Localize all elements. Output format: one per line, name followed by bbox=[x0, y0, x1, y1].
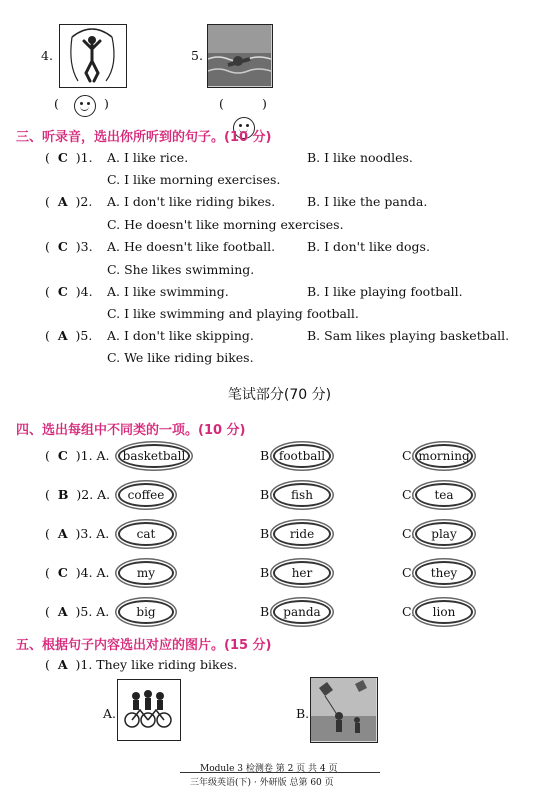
swimming-picture bbox=[207, 24, 273, 88]
item-number-4: 4. bbox=[41, 48, 53, 63]
question-row: ( A )2. bbox=[45, 194, 93, 209]
option-b: B. I like the panda. bbox=[307, 194, 428, 209]
word-option-a: big bbox=[118, 600, 174, 624]
question-number: )5. bbox=[75, 328, 93, 343]
option-label-c: C. bbox=[402, 526, 416, 541]
option-b: B. Sam likes playing basketball. bbox=[307, 328, 510, 343]
question-number: )3. bbox=[75, 239, 93, 254]
option-label-b: B. bbox=[260, 487, 274, 502]
riding-bikes-picture bbox=[117, 679, 181, 741]
answer-letter: A bbox=[57, 328, 68, 343]
question-number: )2. A. bbox=[76, 487, 111, 502]
footer-book-info: 三年级英语(下) · 外研版 总第 60 页 bbox=[190, 778, 334, 788]
question-row: ( A )5. bbox=[45, 328, 93, 343]
question-number: )4. A. bbox=[75, 565, 110, 580]
option-label-b: B. bbox=[260, 526, 274, 541]
question-number: )1. A. bbox=[75, 448, 110, 463]
answer-letter: C bbox=[57, 150, 68, 165]
word-option-a: cat bbox=[118, 522, 174, 546]
answer-letter: A bbox=[57, 604, 68, 619]
answer-paren-open-4: ( bbox=[54, 96, 59, 111]
option-label-b: B. bbox=[260, 565, 274, 580]
option-c: C. We like riding bikes. bbox=[107, 350, 254, 365]
section-4-title: 四、选出每组中不同类的一项。(10 分) bbox=[16, 423, 246, 438]
option-a: A. He doesn't like football. bbox=[107, 239, 276, 254]
answer-letter: C bbox=[57, 448, 68, 463]
option-c: C. I like morning exercises. bbox=[107, 172, 281, 187]
skipping-rope-picture bbox=[59, 24, 127, 88]
word-option-b: football bbox=[273, 444, 331, 468]
question-row: ( A )1. They like riding bikes. bbox=[45, 657, 238, 672]
answer-letter: A bbox=[57, 526, 68, 541]
word-option-c: play bbox=[415, 522, 473, 546]
option-a: A. I like swimming. bbox=[107, 284, 229, 299]
question-number: )2. bbox=[75, 194, 93, 209]
section-5-title: 五、根据句子内容选出对应的图片。(15 分) bbox=[16, 638, 272, 653]
answer-letter: C bbox=[57, 565, 68, 580]
option-label-c: C. bbox=[402, 487, 416, 502]
option-b: B. I don't like dogs. bbox=[307, 239, 430, 254]
question-number: )1. bbox=[75, 150, 93, 165]
answer-paren-close-4: ) bbox=[104, 96, 109, 111]
word-option-c: morning bbox=[415, 444, 473, 468]
picture-label-b: B. bbox=[296, 706, 310, 721]
question-row: ( C )1. bbox=[45, 150, 93, 165]
word-option-b: fish bbox=[273, 483, 331, 507]
section-3-title: 三、听录音，选出你所听到的句子。(10 分) bbox=[16, 130, 272, 145]
word-option-c: they bbox=[415, 561, 473, 585]
question-row: ( B )2. A. bbox=[45, 487, 111, 502]
option-label-c: C. bbox=[402, 604, 416, 619]
option-a: A. I don't like riding bikes. bbox=[107, 194, 276, 209]
footer-module-info: Module 3 检测卷 第 2 页 共 4 页 bbox=[200, 764, 338, 774]
option-c: C. I like swimming and playing football. bbox=[107, 306, 359, 321]
question-row: ( C )1. A. bbox=[45, 448, 110, 463]
option-b: B. I like playing football. bbox=[307, 284, 463, 299]
kite-flying-picture bbox=[310, 677, 378, 743]
question-number: )3. A. bbox=[75, 526, 110, 541]
option-c: C. She likes swimming. bbox=[107, 262, 255, 277]
option-a: A. I like rice. bbox=[107, 150, 189, 165]
answer-letter: B bbox=[57, 487, 69, 502]
word-option-b: her bbox=[273, 561, 331, 585]
smiley-face-icon bbox=[74, 95, 96, 117]
option-c: C. He doesn't like morning exercises. bbox=[107, 217, 344, 232]
question-row: ( A )5. A. bbox=[45, 604, 110, 619]
answer-letter: A bbox=[57, 194, 68, 209]
item-number-5: 5. bbox=[191, 48, 203, 63]
question-row: ( C )3. bbox=[45, 239, 93, 254]
option-label-b: B. bbox=[260, 604, 274, 619]
word-option-c: lion bbox=[415, 600, 473, 624]
word-option-a: my bbox=[118, 561, 174, 585]
question-number: )5. A. bbox=[75, 604, 110, 619]
option-a: A. I don't like skipping. bbox=[107, 328, 254, 343]
option-label-c: C. bbox=[402, 565, 416, 580]
question-row: ( A )3. A. bbox=[45, 526, 110, 541]
answer-letter: C bbox=[57, 239, 68, 254]
option-b: B. I like noodles. bbox=[307, 150, 413, 165]
answer-letter: A bbox=[57, 657, 68, 672]
word-option-b: panda bbox=[273, 600, 331, 624]
answer-paren-open-5: ( bbox=[219, 96, 224, 111]
word-option-b: ride bbox=[273, 522, 331, 546]
picture-label-a: A. bbox=[103, 706, 117, 721]
answer-paren-close-5: ) bbox=[262, 96, 267, 111]
word-option-c: tea bbox=[415, 483, 473, 507]
option-label-c: C. bbox=[402, 448, 416, 463]
question-row: ( C )4. A. bbox=[45, 565, 110, 580]
word-option-a: coffee bbox=[118, 483, 174, 507]
word-option-a: basketball bbox=[118, 444, 190, 468]
answer-letter: C bbox=[57, 284, 68, 299]
question-row: ( C )4. bbox=[45, 284, 93, 299]
question-text: )1. They like riding bikes. bbox=[75, 657, 238, 672]
option-label-b: B. bbox=[260, 448, 274, 463]
written-part-heading: 笔试部分(70 分) bbox=[227, 387, 332, 403]
question-number: )4. bbox=[75, 284, 93, 299]
